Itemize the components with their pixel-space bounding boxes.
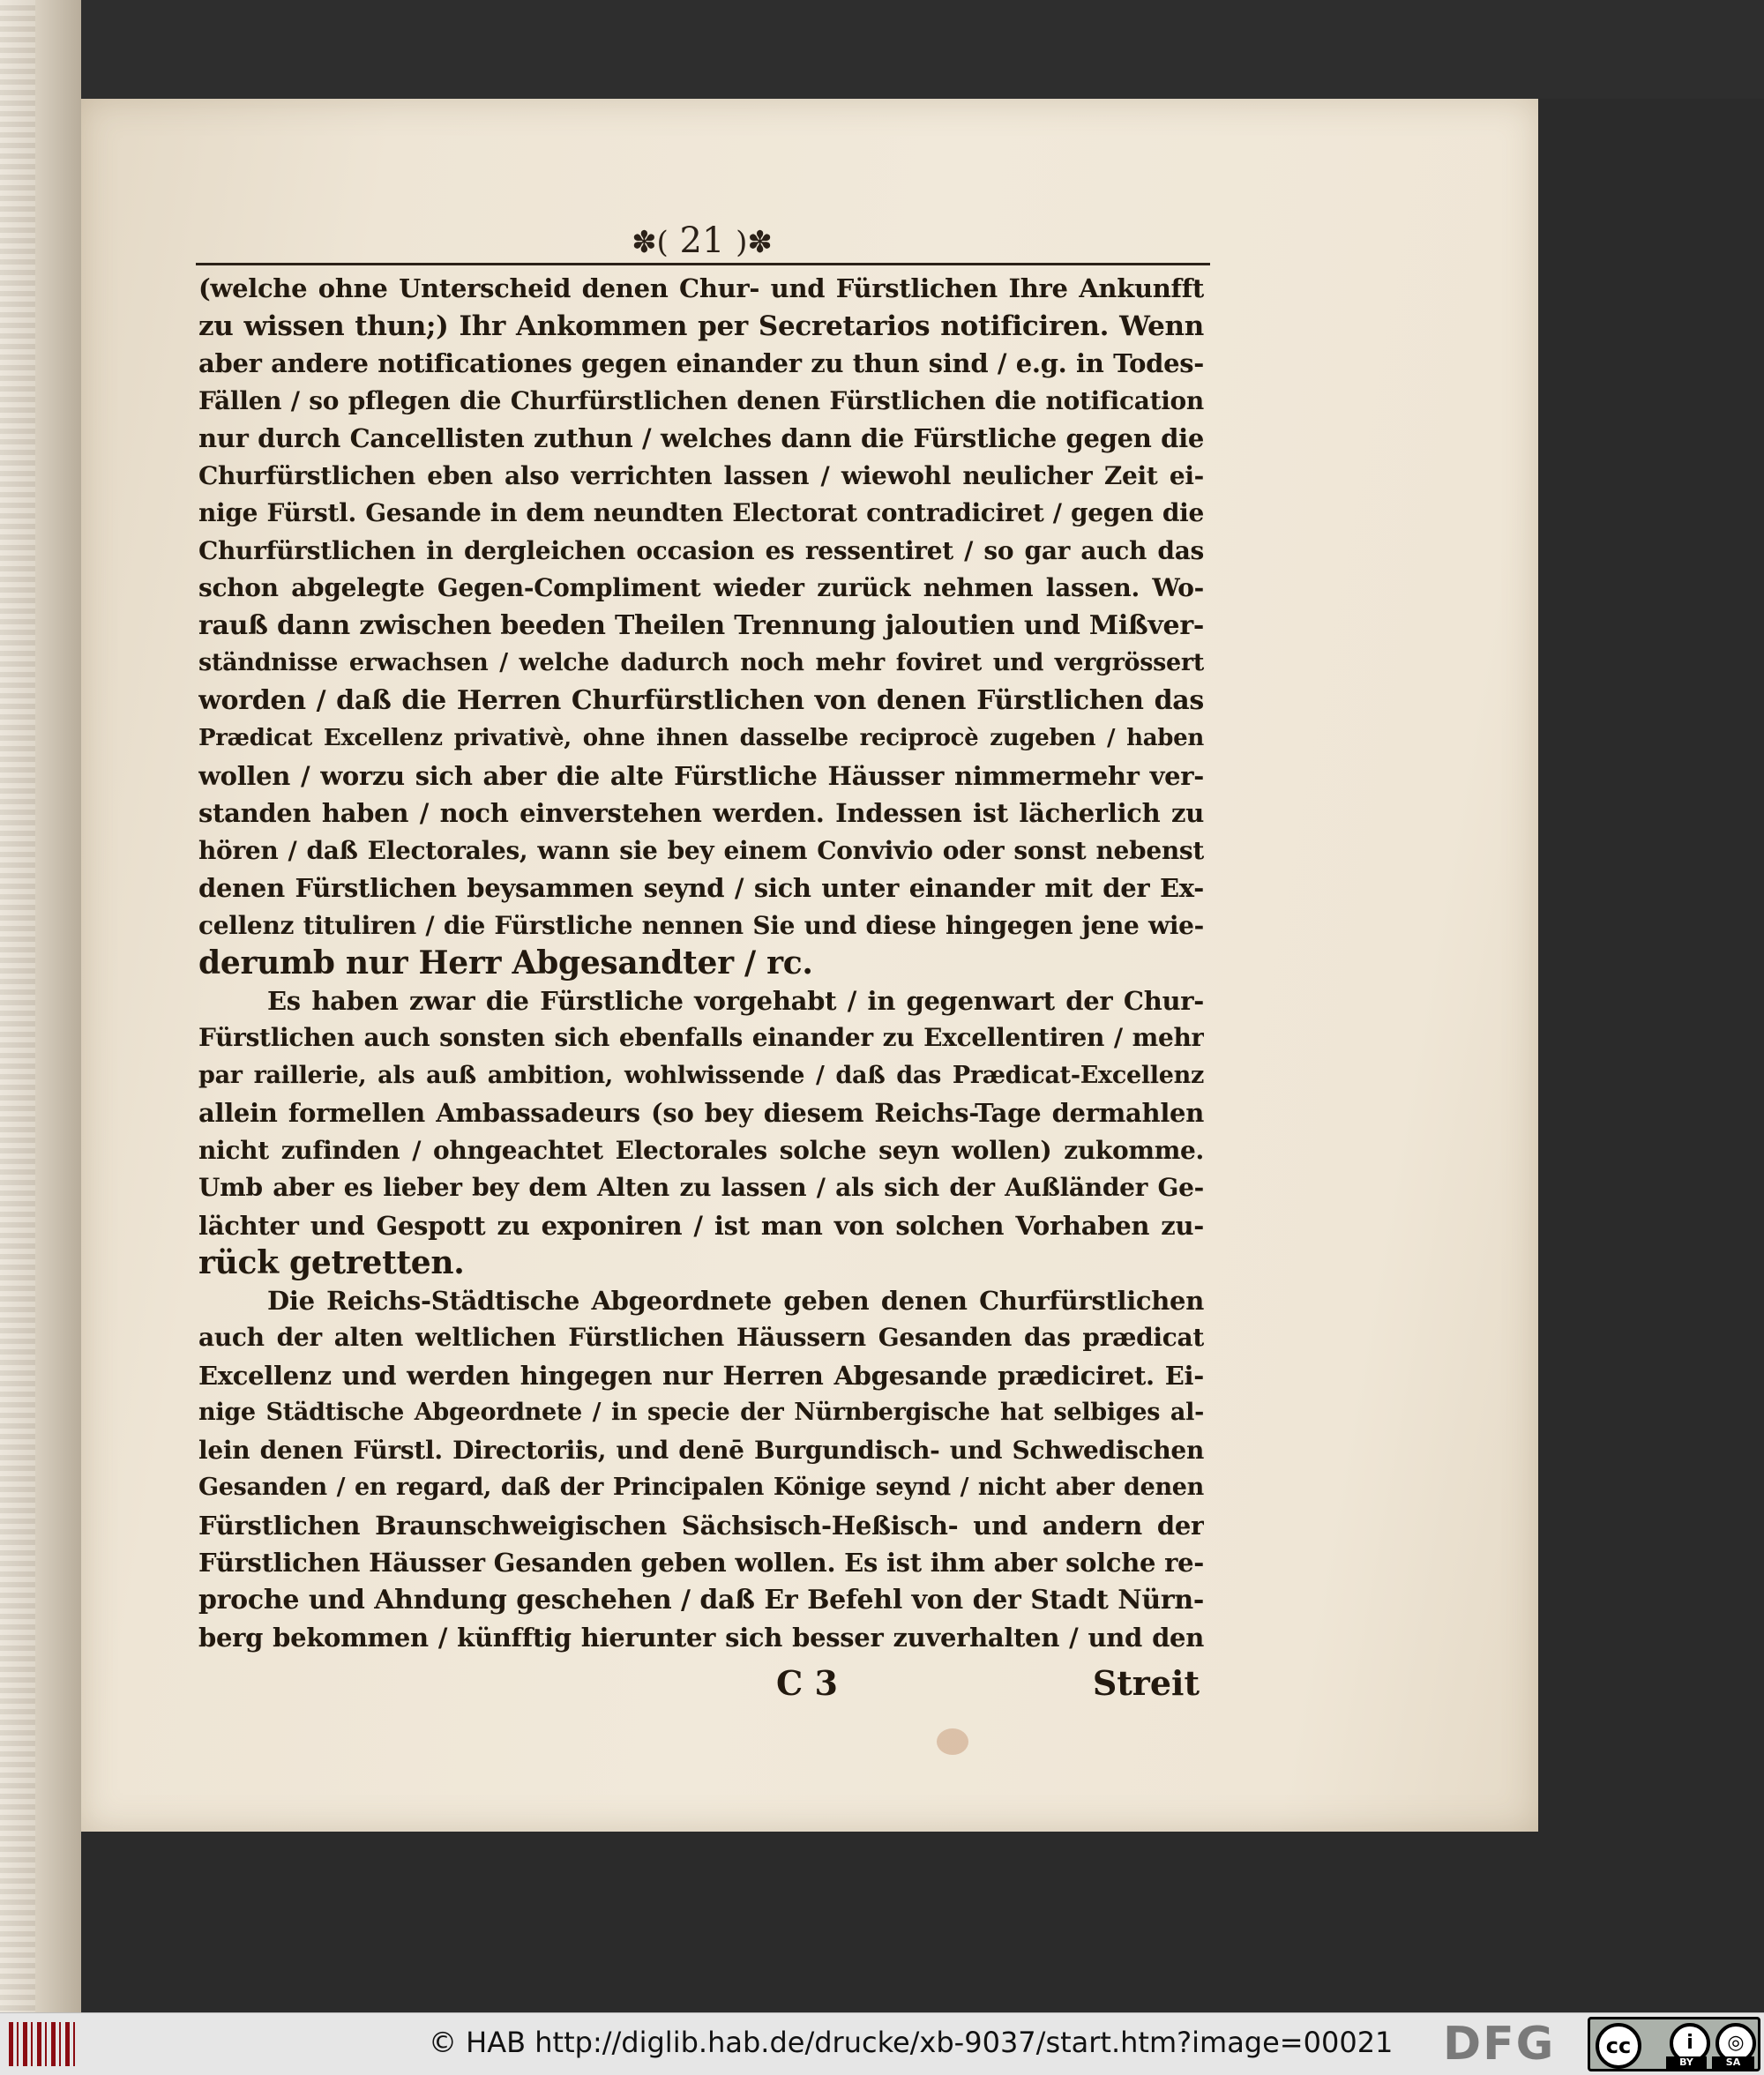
signature-mark: C 3	[776, 1663, 838, 1703]
text-line: lein denen Fürstl. Directoriis, und denē Burgundisch- und Schwedischen	[198, 1435, 1204, 1465]
text-line: Umb aber es lieber bey dem Alten zu lassen / als sich der Außländer Ge-	[198, 1173, 1204, 1202]
text-line: zu wissen thun;) Ihr Ankommen per Secretarios notificiren. Wenn	[198, 310, 1204, 342]
text-line: Fürstlichen Häusser Gesanden geben wollen. Es ist ihm aber solche re-	[198, 1548, 1204, 1578]
text-line: aber andere notificationes gegen einander zu thun sind / e.g. in Todes-	[198, 348, 1204, 378]
scan-background-top	[81, 0, 1764, 99]
previous-page-edge	[0, 0, 81, 2012]
by-label: BY	[1666, 2056, 1707, 2069]
text-line: nige Fürstl. Gesande in dem neundten Electorat contradiciret / gegen die	[198, 498, 1204, 527]
ornament-right: )✽	[736, 225, 773, 260]
barcode-icon[interactable]	[9, 2022, 76, 2066]
page-number: 21	[679, 220, 725, 261]
text-line: hören / daß Electorales, wann sie bey einem Convivio oder sonst nebenst	[198, 835, 1204, 865]
sa-label: SA	[1712, 2056, 1754, 2069]
text-line: Die Reichs-Städtische Abgeordnete geben denen Churfürstlichen	[267, 1285, 1204, 1316]
paper-stain	[937, 1728, 968, 1755]
cc-icon: cc	[1596, 2023, 1641, 2069]
text-line: rauß dann zwischen beeden Theilen Trennung jaloutien und Mißver-	[198, 609, 1204, 641]
text-line: nur durch Cancellisten zuthun / welches dann die Fürstliche gegen die	[198, 423, 1204, 453]
text-line: denen Fürstlichen beysammen seynd / sich unter einander mit der Ex-	[198, 873, 1204, 903]
header-rule	[196, 263, 1210, 265]
text-line: Fürstlichen auch sonsten sich ebenfalls einander zu Excellentiren / mehr	[198, 1023, 1204, 1052]
text-line: nige Städtische Abgeordnete / in specie der Nürnbergische hat selbiges al-	[198, 1399, 1204, 1426]
text-line: nicht zufinden / ohngeachtet Electorales solche seyn wollen) zukomme.	[198, 1135, 1204, 1165]
text-line: Gesanden / en regard, daß der Principalen Könige seynd / nicht aber denen	[198, 1474, 1204, 1501]
text-line: (welche ohne Unterscheid denen Chur- und Fürstlichen Ihre Ankunfft	[198, 273, 1204, 303]
text-line: Prædicat Excellenz privativè, ohne ihnen dasselbe reciprocè zugeben / haben	[198, 725, 1204, 751]
catchword: Streit	[1092, 1663, 1200, 1703]
text-line: worden / daß die Herren Churfürstlichen von denen Fürstlichen das	[198, 684, 1204, 716]
by-icon: i	[1670, 2023, 1710, 2064]
text-line: berg bekommen / künfftig hierunter sich besser zuverhalten / und den	[198, 1623, 1204, 1653]
dfg-logo[interactable]: DFG	[1443, 2018, 1556, 2071]
sa-icon: ◎	[1715, 2023, 1756, 2064]
text-line: derumb nur Herr Abgesandter / rc.	[198, 944, 813, 982]
text-line: cellenz tituliren / die Fürstliche nennen Sie und diese hingegen jene wie-	[198, 910, 1204, 940]
body-text	[198, 270, 1204, 1657]
text-line: Es haben zwar die Fürstliche vorgehabt / in gegenwart der Chur-	[267, 985, 1204, 1016]
text-line: auch der alten weltlichen Fürstlichen Häussern Gesanden das prædicat	[198, 1323, 1204, 1352]
text-line: Churfürstlichen eben also verrichten lassen / wiewohl neulicher Zeit ei-	[198, 460, 1204, 490]
text-line: Fällen / so pflegen die Churfürstlichen denen Fürstlichen die notification	[198, 385, 1204, 415]
text-line: lächter und Gespott zu exponiren / ist man von solchen Vorhaben zu-	[198, 1210, 1204, 1241]
viewer-footer	[0, 2012, 1764, 2075]
page-header	[196, 220, 1208, 263]
ornament-left: ✽(	[632, 225, 669, 260]
catchline	[776, 1663, 1200, 1704]
text-line: Churfürstlichen in dergleichen occasion es ressentiret / so gar auch das	[198, 535, 1204, 565]
text-line: Fürstlichen Braunschweigischen Sächsisch-Heßisch- und andern der	[198, 1510, 1204, 1541]
text-line: allein formellen Ambassadeurs (so bey diesem Reichs-Tage dermahlen	[198, 1098, 1204, 1128]
text-line: proche und Ahndung geschehen / daß Er Befehl von der Stadt Nürn-	[198, 1584, 1204, 1616]
text-line: Excellenz und werden hingegen nur Herren Abgesande prædiciret. Ei-	[198, 1360, 1204, 1391]
cc-by-sa-icon[interactable]	[1588, 2017, 1760, 2071]
text-line: ständnisse erwachsen / welche dadurch noch mehr foviret und vergrössert	[198, 649, 1204, 676]
text-line: schon abgelegte Gegen-Compliment wieder zurück nehmen lassen. Wo-	[198, 573, 1204, 602]
source-credit-link[interactable]: © HAB http://diglib.hab.de/drucke/xb-9037/start.htm?image=00021	[429, 2026, 1394, 2059]
text-line: standen haben / noch einverstehen werden. Indessen ist lächerlich zu	[198, 798, 1204, 828]
text-line: par raillerie, als auß ambition, wohlwissende / daß das Prædicat-Excellenz	[198, 1061, 1204, 1089]
text-line: rück getretten.	[198, 1244, 465, 1281]
text-line: wollen / worzu sich aber die alte Fürstliche Häusser nimmermehr ver-	[198, 760, 1204, 791]
